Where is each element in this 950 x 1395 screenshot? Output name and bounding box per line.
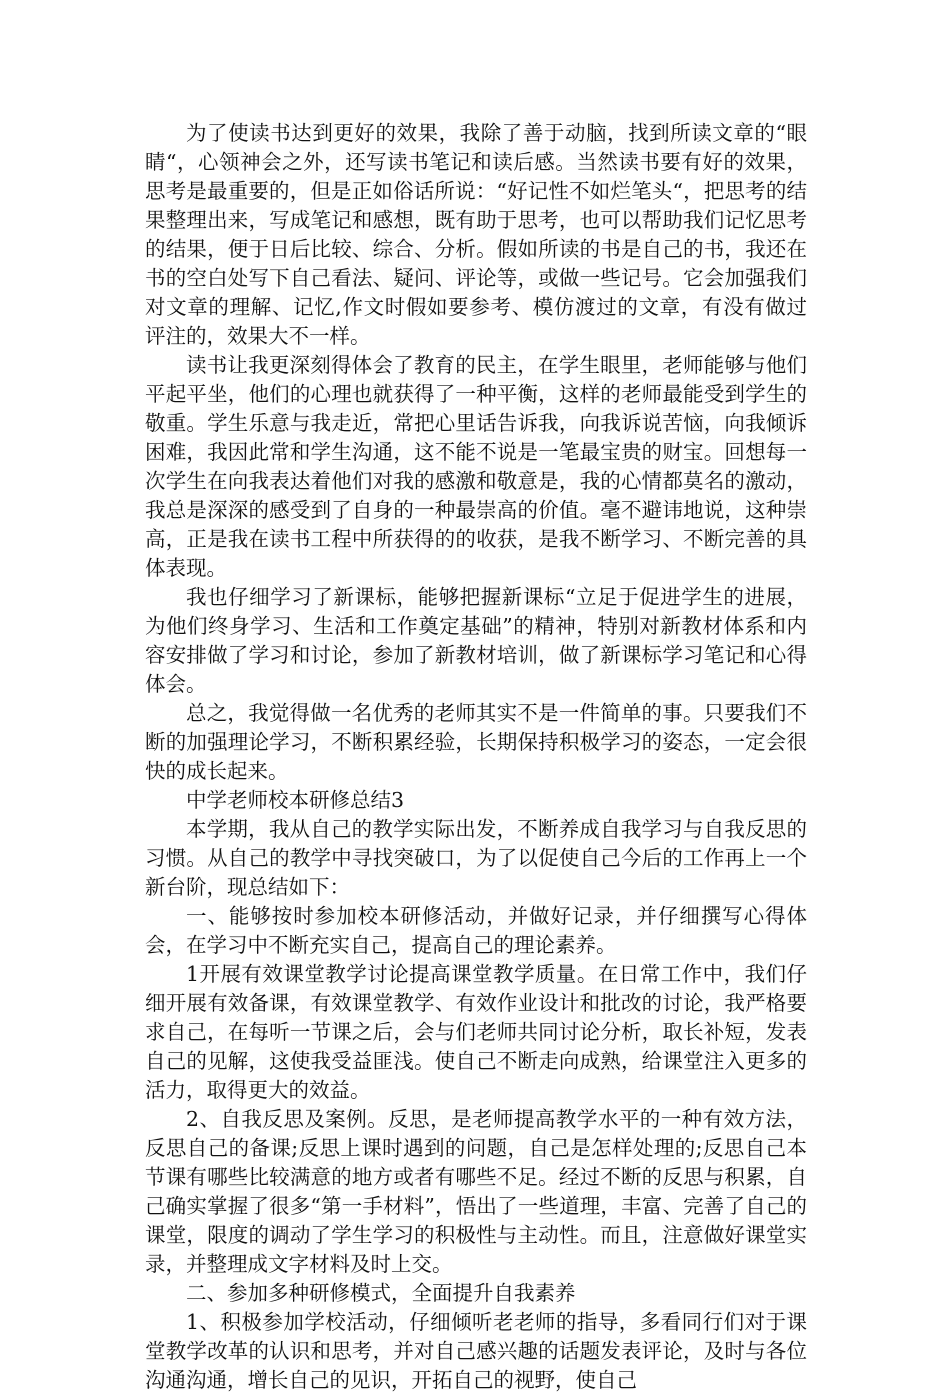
- paragraph-new-curriculum: 我也仔细学习了新课标，能够把握新课标“立足于促进学生的进展，为他们终身学习、生活和工作奠定基础”的精神，特别对新教材体系和内容安排做了学习和讨论，参加了新教材培训，做了新课标学习笔记和心得体会。: [145, 585, 807, 696]
- paragraph-point-one: 一、能够按时参加校本研修活动，并做好记录，并仔细撰写心得体会，在学习中不断充实自己，提高自己的理论素养。: [145, 904, 807, 957]
- paragraph-semester-intro: 本学期，我从自己的教学实际出发，不断养成自我学习与自我反思的习惯。从自己的教学中寻找突破口，为了以促使自己今后的工作再上一个新台阶，现总结如下：: [145, 817, 807, 899]
- paragraph-education-democracy: 读书让我更深刻得体会了教育的民主，在学生眼里，老师能够与他们平起平坐，他们的心理也就获得了一种平衡，这样的老师最能受到学生的敬重。学生乐意与我走近，常把心里话告诉我，向我诉说苦恼，向我倾诉困难，我因此常和学生沟通，这不能不说是一笔最宝贵的财宝。回想每一次学生在向我表达着他们对我的感激和敬意是，我的心情都莫名的激动，我总是深深的感受到了自身的一种最崇高的价值。毫不避讳地说，这种崇高，正是我在读书工程中所获得的的收获，是我不断学习、不断完善的具体表现。: [145, 353, 807, 580]
- paragraph-conclusion: 总之，我觉得做一名优秀的老师其实不是一件简单的事。只要我们不断的加强理论学习，不断积累经验，长期保持积极学习的姿态，一定会很快的成长起来。: [145, 701, 807, 783]
- document-body: [145, 119, 807, 1395]
- paragraph-reading-notes: 为了使读书达到更好的效果，我除了善于动脑，找到所读文章的“眼睛“，心领神会之外，还写读书笔记和读后感。当然读书要有好的效果，思考是最重要的，但是正如俗话所说：“好记性不如烂笔头“，把思考的结果整理出来，写成笔记和感想，既有助于思考，也可以帮助我们记忆思考的结果，便于日后比较、综合、分析。假如所读的书是自己的书，我还在书的空白处写下自己看法、疑问、评论等，或做一些记号。它会加强我们对文章的理解、记忆,作文时假如要参考、模仿渡过的文章，有没有做过评注的，效果大不一样。: [145, 121, 807, 348]
- paragraph-point-two-heading: 二、参加多种研修模式，全面提升自我素养: [186, 1281, 576, 1305]
- paragraph-self-reflection: 2、自我反思及案例。反思，是老师提高教学水平的一种有效方法，反思自己的备课;反思上课时遇到的问题，自己是怎样处理的;反思自己本节课有哪些比较满意的地方或者有哪些不足。经过不断的反思与积累，自己确实掌握了很多“第一手材料”，悟出了一些道理，丰富、完善了自己的课堂，限度的调动了学生学习的积极性与主动性。而且，注意做好课堂实录，并整理成文字材料及时上交。: [145, 1107, 807, 1276]
- paragraph-school-activities: 1、积极参加学校活动，仔细倾听老老师的指导，多看同行们对于课堂教学改革的认识和思考，并对自己感兴趣的话题发表评论，及时与各位沟通沟通，增长自己的见识，开拓自己的视野，使自己: [145, 1310, 807, 1392]
- section-title: 中学老师校本研修总结3: [186, 788, 405, 812]
- paragraph-effective-teaching: 1开展有效课堂教学讨论提高课堂教学质量。在日常工作中，我们仔细开展有效备课，有效课堂教学、有效作业设计和批改的讨论，我严格要求自己，在每听一节课之后，会与们老师共同讨论分析，取长补短，发表自己的见解，这使我受益匪浅。使自己不断走向成熟，给课堂注入更多的活力，取得更大的效益。: [145, 962, 807, 1102]
